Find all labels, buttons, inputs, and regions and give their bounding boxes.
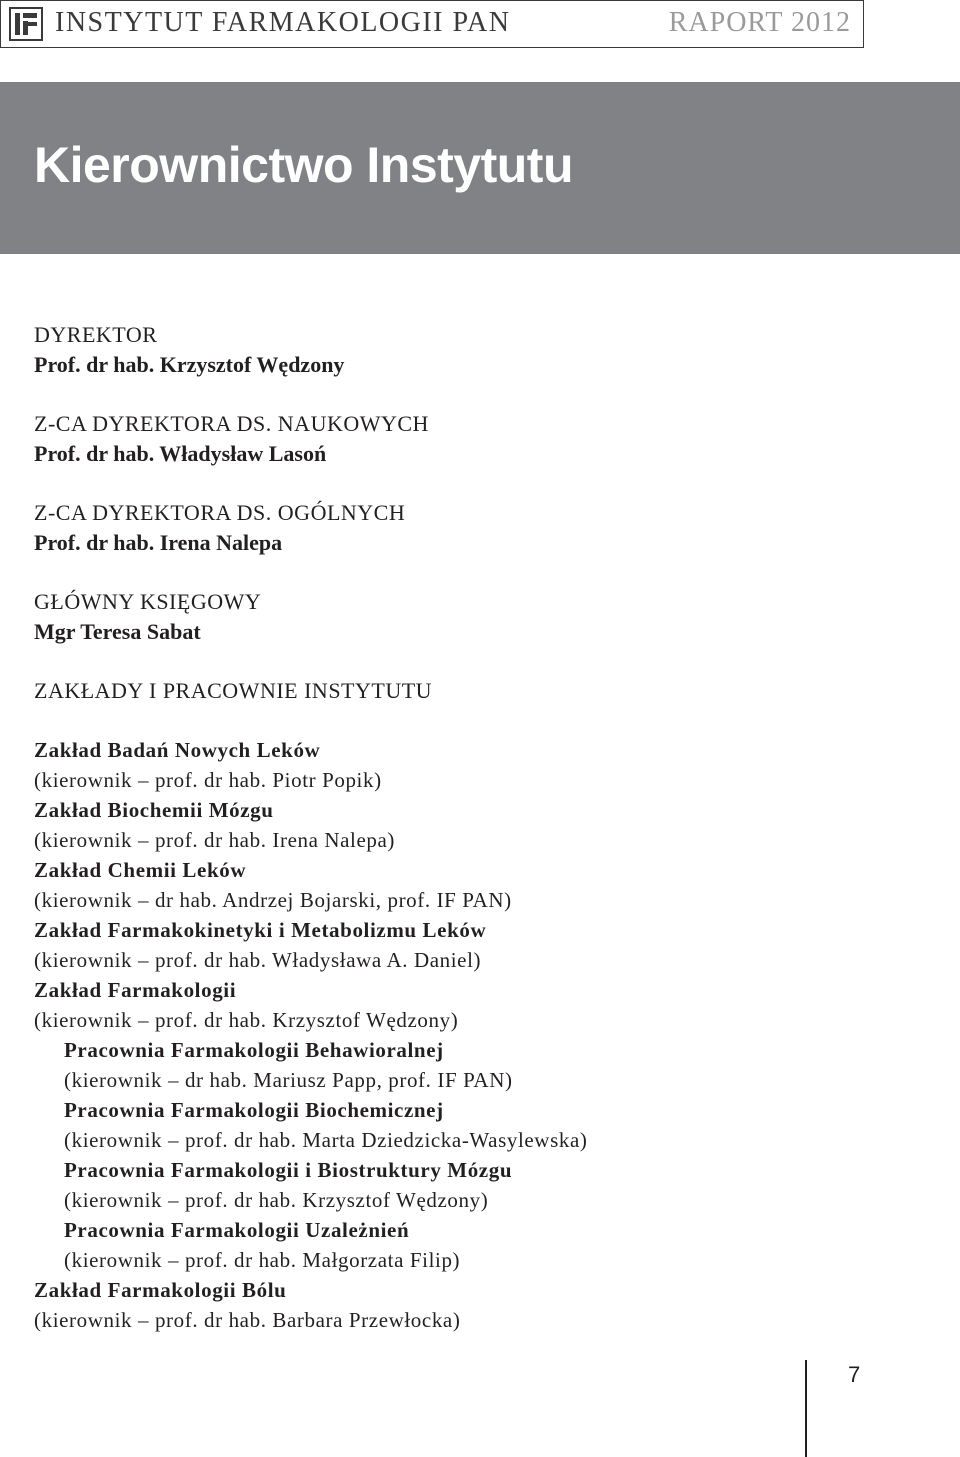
folio-divider <box>805 1360 807 1457</box>
institute-logo-icon <box>9 7 43 41</box>
title-band <box>0 82 960 254</box>
report-year: RAPORT 2012 <box>668 7 851 38</box>
person-name: Mgr Teresa Sabat <box>34 619 201 644</box>
unit-head: (kierownik – prof. dr hab. Władysława A. Daniel) <box>34 948 482 972</box>
sub-unit-head: (kierownik – prof. dr hab. Krzysztof Wędzony) <box>64 1188 489 1212</box>
unit-head: (kierownik – dr hab. Andrzej Bojarski, prof. IF PAN) <box>34 888 512 912</box>
institute-name: INSTYTUT FARMAKOLOGII PAN <box>55 7 511 38</box>
report-header <box>0 0 864 48</box>
person-name: Prof. dr hab. Władysław Lasoń <box>34 441 327 466</box>
unit-head: (kierownik – prof. dr hab. Barbara Przewłocka) <box>34 1308 461 1332</box>
sub-unit-head: (kierownik – dr hab. Mariusz Papp, prof. IF PAN) <box>64 1068 513 1092</box>
sub-unit-name: Pracownia Farmakologii Uzależnień <box>64 1218 410 1242</box>
unit-name: Zakład Biochemii Mózgu <box>34 798 274 822</box>
unit-head: (kierownik – prof. dr hab. Irena Nalepa) <box>34 828 396 852</box>
role-title: DYREKTOR <box>34 322 158 347</box>
sub-unit-name: Pracownia Farmakologii Biochemicznej <box>64 1098 444 1122</box>
units-heading: ZAKŁADY I PRACOWNIE INSTYTUTU <box>34 678 433 703</box>
person-name: Prof. dr hab. Irena Nalepa <box>34 530 283 555</box>
unit-head: (kierownik – prof. dr hab. Piotr Popik) <box>34 768 382 792</box>
page-title: Kierownictwo Instytutu <box>34 137 573 193</box>
person-name: Prof. dr hab. Krzysztof Wędzony <box>34 352 345 377</box>
role-title: Z-CA DYREKTORA DS. NAUKOWYCH <box>34 411 429 436</box>
document-body <box>34 320 914 1335</box>
role-title: GŁÓWNY KSIĘGOWY <box>34 589 262 614</box>
page-number: 7 <box>848 1362 861 1387</box>
unit-name: Zakład Farmakologii Bólu <box>34 1278 287 1302</box>
sub-unit-name: Pracownia Farmakologii i Biostruktury Mózgu <box>64 1158 513 1182</box>
role-title: Z-CA DYREKTORA DS. OGÓLNYCH <box>34 500 406 525</box>
unit-head: (kierownik – prof. dr hab. Krzysztof Wędzony) <box>34 1008 459 1032</box>
sub-unit-name: Pracownia Farmakologii Behawioralnej <box>64 1038 444 1062</box>
sub-unit-head: (kierownik – prof. dr hab. Małgorzata Filip) <box>64 1248 461 1272</box>
unit-name: Zakład Chemii Leków <box>34 858 247 882</box>
unit-name: Zakład Farmakokinetyki i Metabolizmu Leków <box>34 918 487 942</box>
unit-name: Zakład Badań Nowych Leków <box>34 738 321 762</box>
sub-unit-head: (kierownik – prof. dr hab. Marta Dziedzicka-Wasylewska) <box>64 1128 588 1152</box>
unit-name: Zakład Farmakologii <box>34 978 237 1002</box>
